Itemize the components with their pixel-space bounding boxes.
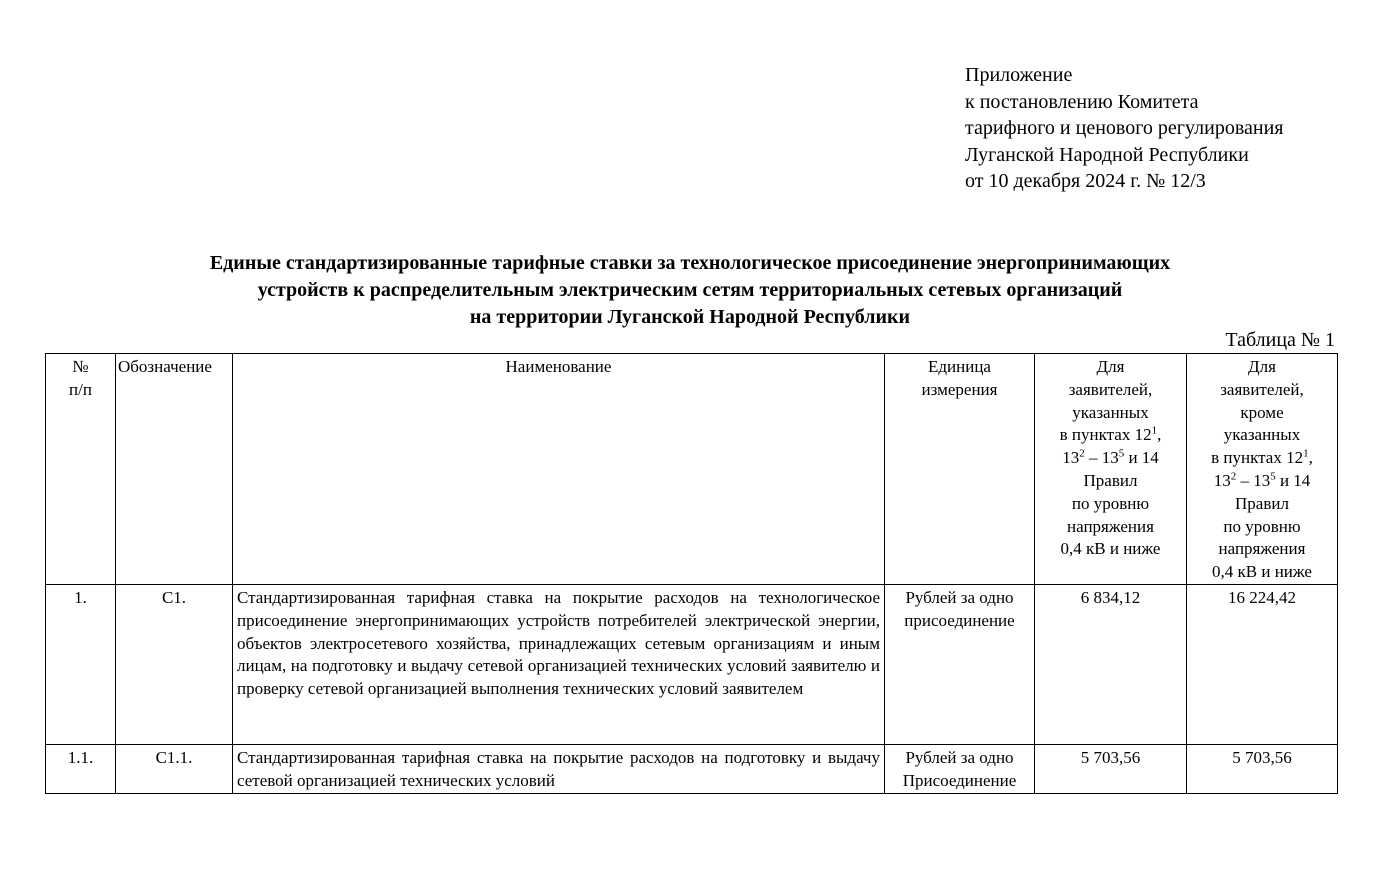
header-sup: 1 <box>1303 447 1309 460</box>
header-name: Наименование <box>233 354 885 585</box>
row-num: 1. <box>46 584 116 744</box>
appendix-line: Приложение <box>965 64 1073 86</box>
row-name: Стандартизированная тарифная ставка на покрытие расходов на технологическое присоединение энергопринимающих устройств потребителей электрической энергии, объектов электросетевого хозяйства, принадлежащих сетевым организациям и иным лицам, на подготовку и выдачу сетевой организацией технических условий заявителю и проверку сетевой организацией выполнения технических условий заявителем <box>233 584 885 744</box>
header-text: 13 <box>1062 448 1080 468</box>
row-value-a: 6 834,12 <box>1035 584 1187 744</box>
row-value-b: 16 224,42 <box>1187 584 1338 744</box>
header-text: в пунктах 12 <box>1059 425 1152 445</box>
row-unit-line: Присоединение <box>902 770 1017 790</box>
row-unit-line: Рублей за одно <box>905 747 1014 767</box>
title-line: Единые стандартизированные тарифные ставки за технологическое присоединение энергопринимающих <box>209 252 1171 274</box>
row-name <box>233 744 885 793</box>
appendix-line: к постановлению Комитета <box>965 90 1199 113</box>
title-line: устройств к распределительным электрическим сетям территориальных сетевых организаций <box>257 279 1123 301</box>
row-unit-line: Рублей за одно <box>905 587 1014 607</box>
header-sup: 5 <box>1270 470 1276 483</box>
header-line: 0,4 кВ и ниже <box>1060 539 1161 559</box>
header-text: – 13 <box>1236 470 1271 490</box>
row-value-b: 5 703,56 <box>1187 744 1338 793</box>
header-line: Для <box>1096 357 1125 376</box>
header-line: по уровню <box>1071 493 1150 513</box>
row-code: С1.1. <box>116 744 233 793</box>
appendix-line: Луганской Народной Республики <box>965 143 1249 166</box>
header-text: и 14 <box>1124 448 1159 468</box>
header-num-line: п/п <box>69 379 92 399</box>
header-line <box>1191 470 1333 493</box>
header-line: Правил <box>1083 470 1138 490</box>
header-sup: 5 <box>1118 447 1125 460</box>
header-line: заявителей, <box>1068 379 1153 399</box>
header-line <box>1039 447 1182 470</box>
header-text: – 13 <box>1084 448 1119 468</box>
title-line: на территории Луганской Народной Республики <box>469 306 911 328</box>
header-col-a <box>1035 354 1187 585</box>
table-row <box>46 584 1338 744</box>
header-text: в пунктах 12 <box>1211 448 1304 468</box>
header-unit-line: Единица <box>928 357 991 376</box>
row-value-a: 5 703,56 <box>1035 744 1187 793</box>
header-text: и 14 <box>1275 470 1311 490</box>
header-line: напряжения <box>1218 539 1306 559</box>
header-col-b <box>1187 354 1338 585</box>
tariff-table <box>45 353 1338 794</box>
header-sup: 2 <box>1079 447 1085 460</box>
appendix-line: тарифного и ценового регулирования <box>965 117 1284 140</box>
header-text: , <box>1308 448 1313 468</box>
row-num: 1.1. <box>46 744 116 793</box>
header-sup: 1 <box>1151 424 1158 437</box>
appendix-line: от 10 декабря 2024 г. № 12/3 <box>965 170 1206 193</box>
header-line: по уровню <box>1223 516 1301 536</box>
header-line: кроме <box>1240 402 1284 422</box>
header-sup: 2 <box>1230 470 1237 483</box>
header-text: , <box>1157 425 1162 445</box>
row-unit <box>885 584 1035 744</box>
header-line <box>1191 447 1333 470</box>
table-number-label: Таблица № 1 <box>1225 329 1335 351</box>
header-unit <box>885 354 1035 585</box>
row-unit <box>885 744 1035 793</box>
header-line: заявителей, <box>1220 379 1304 399</box>
header-line: Для <box>1248 357 1276 376</box>
header-line: Правил <box>1235 493 1289 513</box>
header-num-line: № <box>72 357 89 376</box>
header-line: напряжения <box>1067 516 1154 536</box>
header-num <box>46 354 116 585</box>
header-line <box>1039 424 1182 447</box>
row-unit-line: присоединение <box>904 610 1015 630</box>
row-name-text: Стандартизированная тарифная ставка на покрытие расходов на подготовку и выдачу сетевой организацией технических условий <box>237 747 880 790</box>
header-text: 13 <box>1213 470 1231 490</box>
appendix-block <box>965 62 1283 195</box>
header-code: Обозначение <box>116 354 233 585</box>
header-line: указанных <box>1223 425 1301 445</box>
header-unit-line: измерения <box>921 379 998 399</box>
table-header-row <box>46 354 1338 585</box>
header-line: 0,4 кВ и ниже <box>1212 562 1312 582</box>
row-code: С1. <box>116 584 233 744</box>
header-line: указанных <box>1072 402 1149 422</box>
document-title <box>60 250 1320 331</box>
table-row <box>46 744 1338 793</box>
